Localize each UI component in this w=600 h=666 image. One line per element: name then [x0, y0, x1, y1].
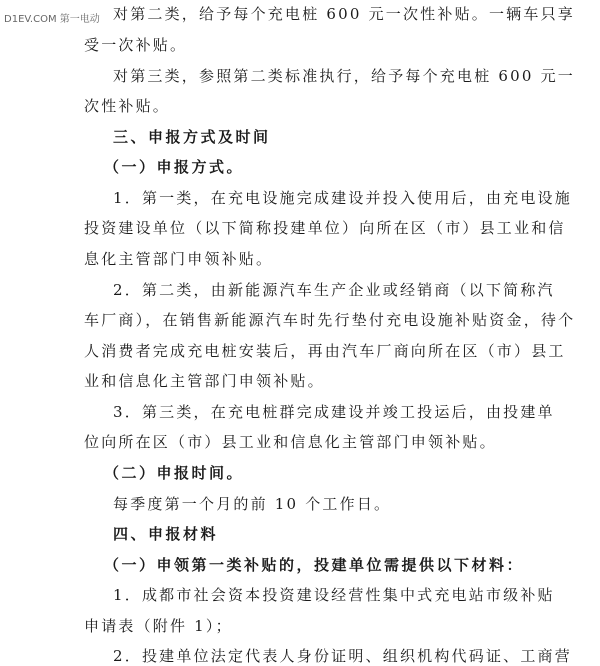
paragraph-line: 息化主管部门申领补贴。: [84, 250, 274, 268]
paragraph-line: 1．第一类，在充电设施完成建设并投入使用后，由充电设施: [113, 189, 572, 207]
paragraph-line: 受一次补贴。: [84, 36, 188, 54]
subsection-heading: （二）申报时间。: [104, 464, 245, 482]
paragraph-line: 申请表（附件 1）；: [84, 617, 233, 635]
subsection-heading: （一）申领第一类补贴的，投建单位需提供以下材料：: [104, 556, 525, 574]
paragraph-line: 次性补贴。: [84, 97, 171, 115]
paragraph-line: 人消费者完成充电桩安装后，再由汽车厂商向所在区（市）县工: [84, 342, 566, 360]
paragraph-line: 3．第三类，在充电桩群完成建设并竣工投运后，由投建单: [113, 403, 555, 421]
paragraph-line: 投资建设单位（以下简称投建单位）向所在区（市）县工业和信: [84, 219, 566, 237]
paragraph-line: 1．成都市社会资本投资建设经营性集中式充电站市级补贴: [113, 586, 555, 604]
paragraph-line: 2．投建单位法定代表人身份证明、组织机构代码证、工商营: [113, 647, 572, 665]
paragraph-line: 位向所在区（市）县工业和信息化主管部门申领补贴。: [84, 433, 497, 451]
section-heading: 三、申报方式及时间: [113, 128, 271, 146]
site-watermark: D1EV.COM 第一电动: [4, 14, 100, 25]
paragraph-line: 对第二类，给予每个充电桩 600 元一次性补贴。一辆车只享: [113, 5, 575, 23]
paragraph-line: 对第三类，参照第二类标准执行，给予每个充电桩 600 元一: [113, 67, 575, 85]
section-heading: 四、申报材料: [113, 525, 219, 543]
paragraph-line: 车厂商），在销售新能源汽车时先行垫付充电设施补贴资金，待个: [84, 311, 576, 329]
subsection-heading: （一）申报方式。: [104, 158, 245, 176]
paragraph-line: 每季度第一个月的前 10 个工作日。: [113, 495, 392, 513]
paragraph-line: 2．第二类，由新能源汽车生产企业或经销商（以下简称汽: [113, 281, 555, 299]
paragraph-line: 业和信息化主管部门申领补贴。: [84, 372, 325, 390]
